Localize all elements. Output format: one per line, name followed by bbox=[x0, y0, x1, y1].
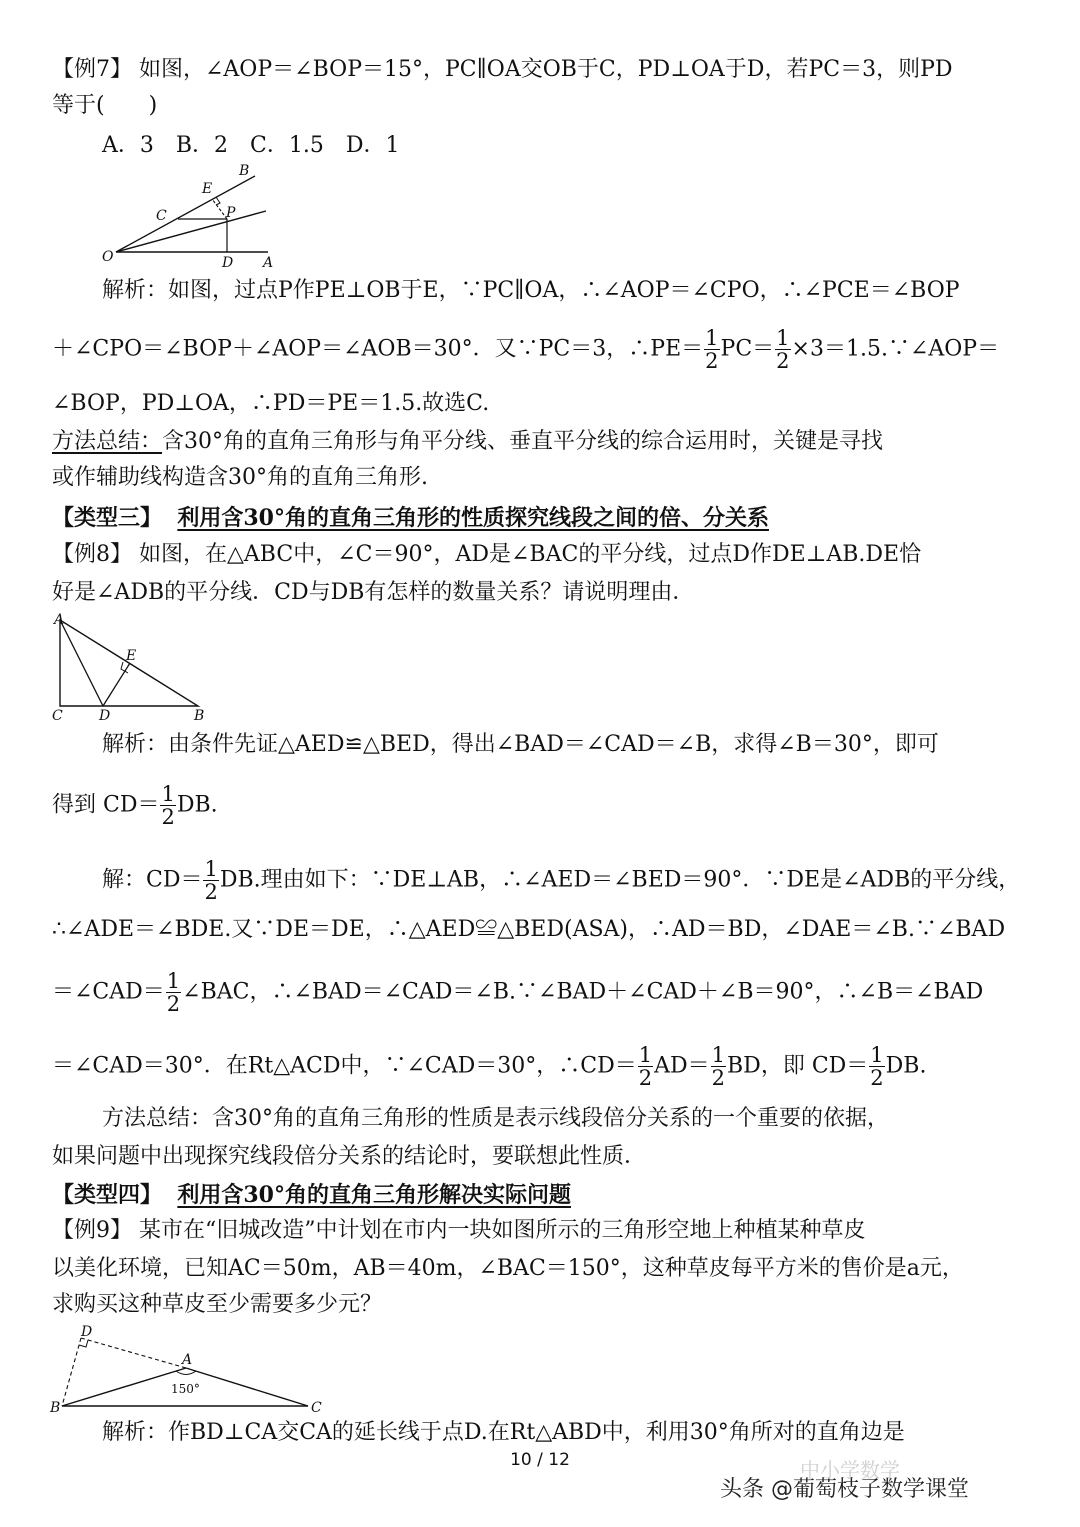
fraction-half: $\frac{1}{2}$ bbox=[711, 1043, 726, 1090]
ex9-question-line-1: 【例9】 某市在“旧城改造”中计划在市内一块如图所示的三角形空地上种植某种草皮 bbox=[52, 1218, 866, 1243]
type3-heading: 【类型三】 利用含30°角的直角三角形的性质探究线段之间的倍、分关系 bbox=[52, 505, 769, 531]
label-O: O bbox=[102, 249, 114, 265]
ex8-solution-line-2: ∴∠ADE＝∠BDE.又∵DE＝DE，∴△AED≌△BED(ASA)，∴AD＝BD，∠DAE＝∠B.∵∠BAD bbox=[52, 917, 1006, 942]
label-C: C bbox=[311, 1400, 322, 1416]
fraction-half: $\frac{1}{2}$ bbox=[161, 782, 175, 829]
watermark: 中小学数学 头条 @葡萄枝子数学课堂 bbox=[720, 1458, 969, 1502]
ex7-solution-line-2: ＋∠CPO＝∠BOP＋∠AOP＝∠AOB＝30°．又∵PC＝3，∴PE＝ $\frac{1}{2}$ PC＝ $\frac{1}{2}$ ×3＝1.5.∵∠AOP＝ bbox=[52, 326, 1000, 373]
label-B: B bbox=[50, 1400, 61, 1416]
label-P: P bbox=[226, 205, 236, 221]
label-E: E bbox=[202, 181, 213, 197]
ex8-analysis-line-2: 得到 CD＝ $\frac{1}{2}$ DB. bbox=[52, 782, 218, 829]
ex9-question-line-2: 以美化环境，已知AC＝50m，AB＝40m，∠BAC＝150°，这种草皮每平方米的售价是a元， bbox=[52, 1256, 964, 1281]
label-A: A bbox=[54, 612, 65, 628]
fraction-half: $\frac{1}{2}$ bbox=[870, 1043, 884, 1090]
fraction-half: $\frac{1}{2}$ bbox=[204, 857, 218, 904]
ex8-question-line-2: 好是∠ADB的平分线．CD与DB有怎样的数量关系？请说明理由． bbox=[52, 580, 695, 605]
label-A: A bbox=[182, 1352, 193, 1368]
ex7-method-line-1: 方法总结：含30°角的直角三角形与角平分线、垂直平分线的综合运用时，关键是寻找 bbox=[52, 429, 884, 454]
fraction-half: $\frac{1}{2}$ bbox=[705, 326, 719, 373]
ex8-figure bbox=[48, 612, 218, 724]
ex7-solution-line-1: 解析：如图，过点P作PE⊥OB于E，∵PC∥OA，∴∠AOP＝∠CPO，∴∠PCE＝∠BOP bbox=[102, 278, 960, 303]
ex9-figure bbox=[46, 1324, 336, 1420]
ex7-method-line-2: 或作辅助线构造含30°角的直角三角形. bbox=[52, 465, 428, 490]
label-D: D bbox=[222, 255, 234, 271]
ex9-question-line-3: 求购买这种草皮至少需要多少元？ bbox=[52, 1292, 383, 1317]
label-angle: 150° bbox=[171, 1382, 200, 1396]
ex8-question-line-1: 【例8】 如图，在△ABC中，∠C＝90°，AD是∠BAC的平分线，过点D作DE⊥AB.DE恰 bbox=[52, 542, 922, 567]
ex7-solution-line-3: ∠BOP，PD⊥OA，∴PD＝PE＝1.5.故选C. bbox=[52, 391, 490, 416]
ex8-method-line-1: 方法总结：含30°角的直角三角形的性质是表示线段倍分关系的一个重要的依据， bbox=[102, 1106, 889, 1131]
label-B: B bbox=[194, 708, 205, 724]
ex8-solution-line-3: ＝∠CAD＝ $\frac{1}{2}$ ∠BAC，∴∠BAD＝∠CAD＝∠B.∵∠BAD＋∠CAD＋∠B＝90°，∴∠B＝∠BAD bbox=[52, 969, 984, 1016]
label-C: C bbox=[156, 208, 167, 224]
ex9-solution-line-1: 解析：作BD⊥CA交CA的延长线于点D.在Rt△ABD中，利用30°角所对的直角边是 bbox=[102, 1420, 905, 1445]
fraction-half: $\frac{1}{2}$ bbox=[166, 969, 181, 1016]
ex8-solution-line-4: ＝∠CAD＝30°．在Rt△ACD中，∵∠CAD＝30°，∴CD＝ $\frac{1}{2}$ AD＝ $\frac{1}{2}$ BD，即 CD＝ $\frac{1}{2}$ DB. bbox=[52, 1043, 927, 1090]
method-label: 方法总结： bbox=[52, 429, 163, 454]
label-D: D bbox=[81, 1324, 93, 1340]
ex7-figure bbox=[98, 160, 283, 272]
ex8-solution-line-1: 解：CD＝ $\frac{1}{2}$ DB.理由如下：∵DE⊥AB，∴∠AED＝∠BED＝90°．∵DE是∠ADB的平分线， bbox=[102, 857, 1021, 904]
label-E: E bbox=[126, 648, 137, 664]
page-number: 10 / 12 bbox=[510, 1450, 570, 1470]
label-B: B bbox=[239, 163, 250, 179]
ex7-options: A．3 B．2 C．1.5 D．1 bbox=[102, 133, 400, 158]
fraction-half: $\frac{1}{2}$ bbox=[638, 1043, 653, 1090]
label-A: A bbox=[263, 255, 274, 271]
ex8-analysis-line-1: 解析：由条件先证△AED≌△BED，得出∠BAD＝∠CAD＝∠B，求得∠B＝30°，即可 bbox=[102, 732, 939, 757]
fraction-half: $\frac{1}{2}$ bbox=[776, 326, 790, 373]
ex7-question-line-2: 等于( ) bbox=[52, 93, 158, 118]
label-D: D bbox=[99, 708, 111, 724]
ex7-question-line-1: 【例7】 如图，∠AOP＝∠BOP＝15°，PC∥OA交OB于C，PD⊥OA于D，若PC＝3，则PD bbox=[52, 57, 953, 82]
label-C: C bbox=[52, 708, 63, 724]
ex8-method-line-2: 如果问题中出现探究线段倍分关系的结论时，要联想此性质． bbox=[52, 1144, 647, 1169]
type4-heading: 【类型四】 利用含30°角的直角三角形解决实际问题 bbox=[52, 1182, 571, 1208]
